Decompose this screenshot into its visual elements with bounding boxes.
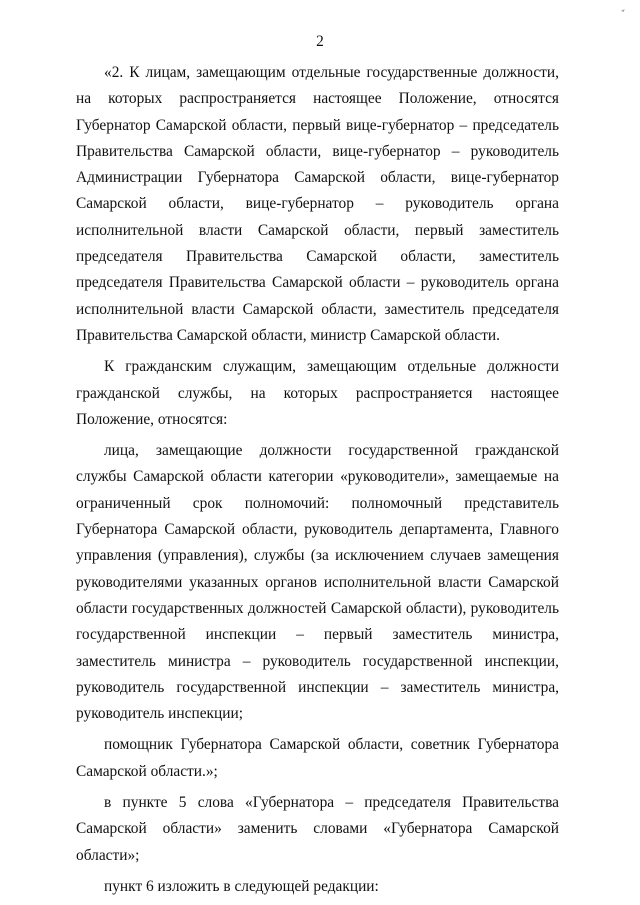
paragraph-point-5-amendment: в пункте 5 слова «Губернатора – председателя Правительства Самарской области» заменить словами «Губернатора Самарской области»; — [76, 794, 559, 864]
document-body — [76, 60, 559, 905]
paragraph-state-positions: «2. К лицам, замещающим отдельные государственные должности, на которых распространяется настоящее Положение, относятся Губернатор Самарской области, первый вице-губернатор – председатель Правительства Самарской области, вице-губернатор – руководитель Администрации Губернатора Самарской области, вице-губернатор Самарской области, вице-губернатор – руководитель органа исполнительной власти Самарской области, первый заместитель председателя Правительства Самарской области, заместитель председателя Правительства Самарской области – руководитель органа исполнительной власти Самарской области, заместитель председателя Правительства Самарской области, министр Самарской области. — [76, 64, 559, 344]
paragraph-heads-category: лица, замещающие должности государственной гражданской службы Самарской области категории «руководители», замещаемые на ограниченный срок полномочий: полномочный представитель Губернатора Самарской области, руководитель департамента, Главного управления (управления), службы (за исключением случаев замещения руководителями указанных органов исполнительной власти Самарской области государственных должностей Самарской области), руководитель государственной инспекции – первый заместитель министра, заместитель министра – руководитель государственной инспекции, руководитель государственной инспекции – заместитель министра, руководитель инспекции; — [76, 442, 559, 723]
paragraph-point-6-intro: пункт 6 изложить в следующей редакции: — [104, 877, 379, 895]
paragraph-assistant-advisor: помощник Губернатора Самарской области, советник Губернатора Самарской области.»; — [76, 736, 559, 780]
paragraph-civil-servants-intro: К гражданским служащим, замещающим отдельные должности гражданской службы, на которых распространяется настоящее Положение, относятся: — [76, 358, 559, 428]
page-number: 2 — [316, 33, 324, 50]
scan-mark-icon: ˇ — [619, 7, 630, 22]
